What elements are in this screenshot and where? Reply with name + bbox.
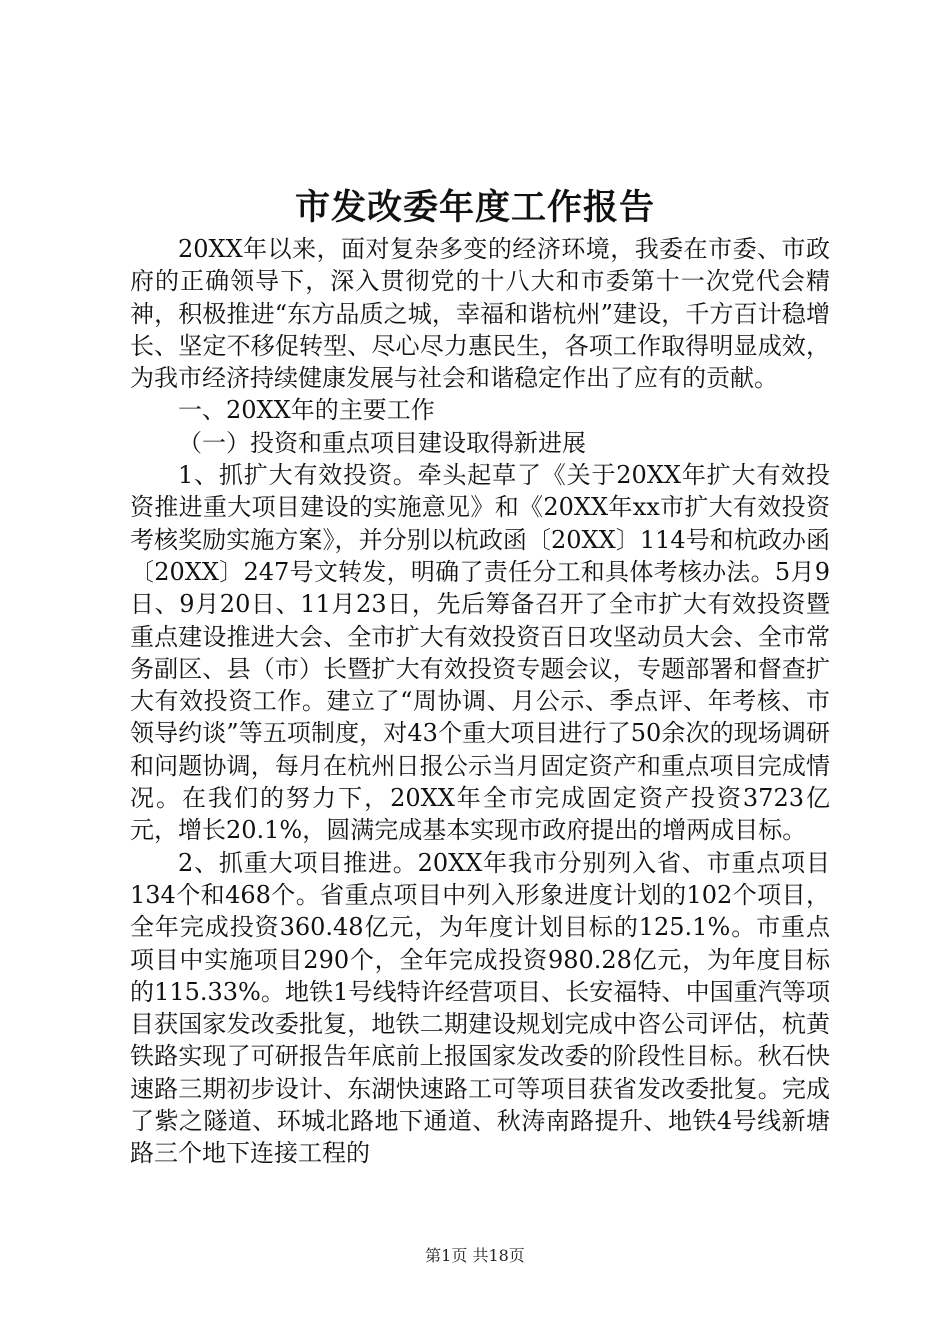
paragraph-major-projects: 2、抓重大项目推进。20XX年我市分别列入省、市重点项目134个和468个。省重点项目中列入形象进度计划的102个项目，全年完成投资360.48亿元，为年度计划目标的125.1%。市重点项目中实施项目290个，全年完成投资980.28亿元，为年度目标的115.33%。地铁1号线特许经营项目、长安福特、中国重汽等项目获国家发改委批复，地铁二期建设规划完成中咨公司评估，杭黄铁路实现了可研报告年底前上报国家发改委的阶段性目标。秋石快速路三期初步设计、东湖快速路工可等项目获省发改委批复。完成了紫之隧道、环城北路地下通道、秋涛南路提升、地铁4号线新塘路三个地下连接工程的 <box>130 848 830 1168</box>
page-footer: 第1页 共18页 <box>425 1246 525 1265</box>
paragraph-intro: 20XX年以来，面对复杂多变的经济环境，我委在市委、市政府的正确领导下，深入贯彻党的十八大和市委第十一次党代会精神，积极推进“东方品质之城，幸福和谐杭州”建设，千方百计稳增长、坚定不移促转型、尽心尽力惠民生，各项工作取得明显成效，为我市经济持续健康发展与社会和谐稳定作出了应有的贡献。 <box>130 235 830 393</box>
paragraph-investment: 1、抓扩大有效投资。牵头起草了《关于20XX年扩大有效投资推进重大项目建设的实施意见》和《20XX年xx市扩大有效投资考核奖励实施方案》，并分别以杭政函〔20XX〕114号和杭政办函〔20XX〕247号文转发，明确了责任分工和具体考核办法。5月9日、9月20日、11月23日，先后筹备召开了全市扩大有效投资暨重点建设推进大会、全市扩大有效投资百日攻坚动员大会、全市常务副区、县（市）长暨扩大有效投资专题会议，专题部署和督查扩大有效投资工作。建立了“周协调、月公示、季点评、年考核、市领导约谈”等五项制度，对43个重大项目进行了50余次的现场调研和问题协调，每月在杭州日报公示当月固定资产和重点项目完成情况。在我们的努力下，20XX年全市完成固定资产投资3723亿元，增长20.1%，圆满完成基本实现市政府提出的增两成目标。 <box>130 461 830 845</box>
document-title: 市发改委年度工作报告 <box>294 187 655 228</box>
section-heading: 一、20XX年的主要工作 <box>178 396 435 425</box>
subsection-heading: （一）投资和重点项目建设取得新进展 <box>178 428 586 457</box>
document-body <box>130 233 830 1170</box>
